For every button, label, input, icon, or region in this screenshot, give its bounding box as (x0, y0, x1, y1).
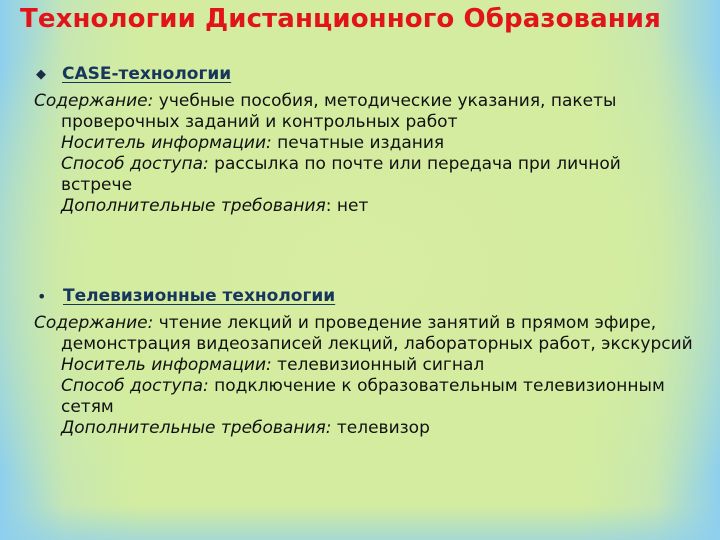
section-body (34, 91, 694, 217)
requirements-line (34, 196, 694, 217)
diamond-bullet-icon: ◆ (36, 66, 46, 82)
content-label: Содержание: (34, 91, 154, 111)
medium-label: Носитель информации: (61, 355, 272, 375)
requirements-text: телевизор (331, 418, 430, 438)
access-text: рассылка по почте или передача при личной встрече (61, 154, 621, 195)
medium-label: Носитель информации: (61, 133, 272, 153)
medium-line (34, 355, 694, 376)
requirements-text: : нет (325, 196, 369, 216)
access-label: Способ доступа: (61, 154, 209, 174)
medium-line (34, 133, 694, 154)
access-label: Способ доступа: (61, 376, 209, 396)
medium-text: печатные издания (271, 133, 445, 153)
content-text: чтение лекций и проведение занятий в прямом эфире, демонстрация видеозаписей лекций, лабораторных работ, экскурсий (61, 313, 693, 354)
requirements-label: Дополнительные требования (61, 196, 326, 216)
access-line (34, 376, 694, 418)
slide-title: Технологии Дистанционного Образования (20, 4, 661, 34)
access-text: подключение к образовательным телевизионным сетям (61, 376, 665, 417)
content-line (34, 313, 694, 355)
medium-text: телевизионный сигнал (271, 355, 485, 375)
dot-bullet-icon: • (37, 286, 47, 306)
content-label: Содержание: (34, 313, 154, 333)
access-line (34, 154, 694, 196)
requirements-line (34, 418, 694, 439)
section-case (34, 64, 694, 217)
content-line (34, 91, 694, 133)
section-heading-text: CASE-технологии (62, 64, 232, 84)
requirements-label: Дополнительные требования: (61, 418, 332, 438)
section-heading-text: Телевизионные технологии (63, 286, 336, 306)
section-body (34, 313, 694, 439)
section-tv (34, 286, 694, 439)
content-text: учебные пособия, методические указания, пакеты проверочных заданий и контрольных работ (61, 91, 617, 132)
section-heading (34, 286, 694, 306)
section-heading (34, 64, 694, 84)
